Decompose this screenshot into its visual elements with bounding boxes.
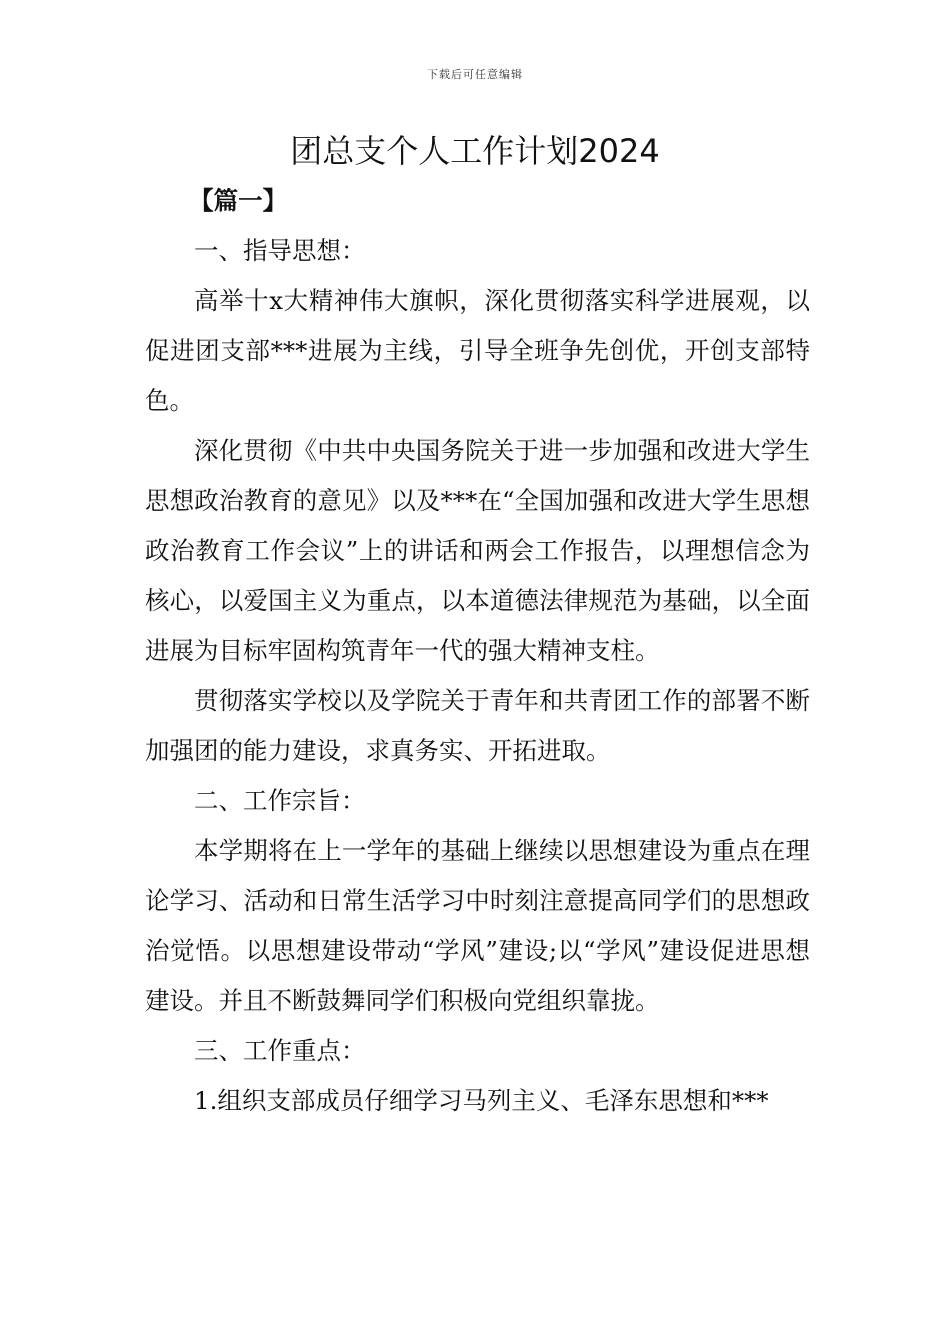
paragraph: 高举十x大精神伟大旗帜，深化贯彻落实科学进展观，以促进团支部***进展为主线，引导全班争先创优，开创支部特色。 bbox=[145, 286, 810, 415]
paragraph: 深化贯彻《中共中央国务院关于进一步加强和改进大学生思想政治教育的意见》以及***在“全国加强和改进大学生思想政治教育工作会议”上的讲话和两会工作报告，以理想信念为核心，以爱国主义为重点，以本道德法律规范为基础，以全面进展为目标牢固构筑青年一代的强大精神支柱。 bbox=[145, 436, 810, 665]
document-body bbox=[145, 176, 810, 1126]
section-label: 【篇一】 bbox=[189, 186, 288, 215]
heading-work-focus: 三、工作重点： bbox=[194, 1036, 366, 1065]
document-title: 团总支个人工作计划2024 bbox=[290, 132, 660, 170]
header-note: 下载后可任意编辑 bbox=[427, 68, 523, 81]
paragraph: 本学期将在上一学年的基础上继续以思想建设为重点在理论学习、活动和日常生活学习中时刻注意提高同学们的思想政治觉悟。以思想建设带动“学风”建设;以“学风”建设促进思想建设。并且不断鼓舞同学们积极向党组织靠拢。 bbox=[145, 836, 810, 1015]
paragraph: 贯彻落实学校以及学院关于青年和共青团工作的部署不断加强团的能力建设，求真务实、开拓进取。 bbox=[145, 686, 810, 765]
heading-guiding-thought: 一、指导思想： bbox=[194, 236, 366, 265]
list-item: 1.组织支部成员仔细学习马列主义、毛泽东思想和*** bbox=[194, 1086, 769, 1115]
heading-work-purpose: 二、工作宗旨： bbox=[194, 786, 366, 815]
